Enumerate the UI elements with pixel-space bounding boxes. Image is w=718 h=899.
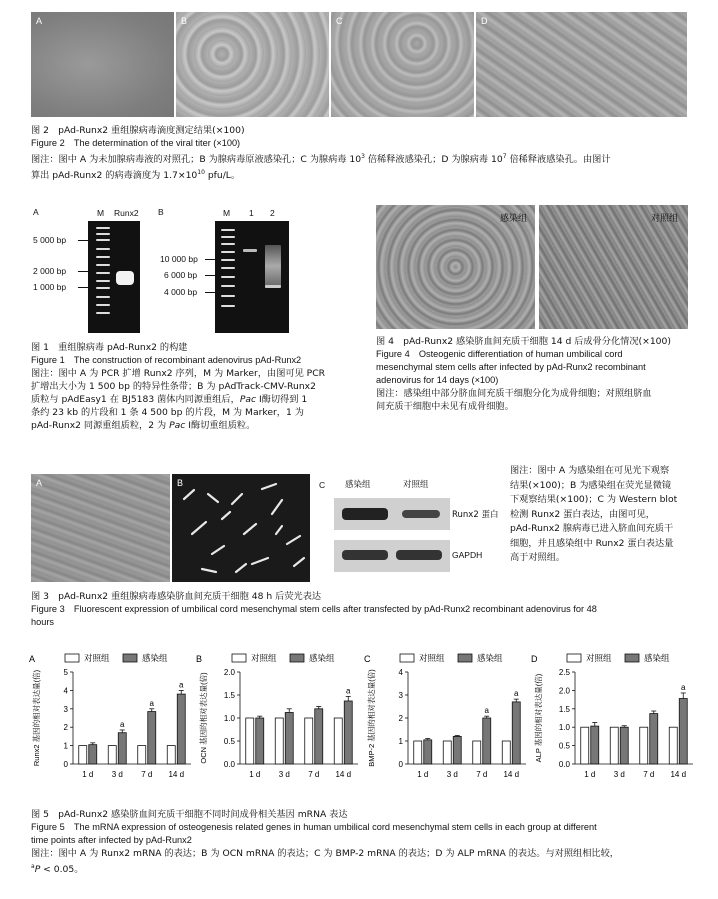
- y-tick-label: 5: [63, 668, 68, 677]
- bar-control: [669, 727, 677, 764]
- legend-swatch-infected: [290, 654, 304, 662]
- fig4-label-control: 对照组: [651, 214, 679, 224]
- fig1-marker-a-2000: 2 000 bp: [33, 266, 67, 276]
- bar-infected: [424, 740, 432, 764]
- fig4-note-l2: 间充质干细胞中未见有成骨细胞。: [376, 401, 514, 412]
- legend-label-control: 对照组: [586, 653, 612, 663]
- fig1-caption-en: Figure 1 The construction of recombinant adenovirus pAd-Runx2: [31, 355, 302, 365]
- fig2-panel-b: [176, 12, 329, 117]
- fig1-gel-a: [88, 221, 140, 333]
- fig3-caption-en-l1: Figure 3 Fluorescent expression of umbilical cord mesenchymal stem cells after transfected by pAd-Runx2 recombinant adenovirus for 48: [31, 604, 597, 614]
- fig4-caption-en-l1: Figure 4 Osteogenic differentiation of human umbilical cord: [376, 349, 623, 359]
- bar-control: [610, 727, 618, 764]
- fig1-lane-m-a: M: [97, 208, 105, 218]
- bar-control: [79, 746, 87, 764]
- bar-control: [640, 727, 648, 764]
- fig1-caption: [31, 341, 361, 432]
- fig5-chart-D: [531, 653, 693, 779]
- y-axis-label: OCN 基因的相对表达量(倍): [199, 672, 208, 764]
- fig1-lane-runx2: Runx2: [114, 208, 139, 218]
- fig1-marker-a-line-2: [78, 271, 88, 272]
- fig1-marker-a-line-1: [78, 240, 88, 241]
- legend-label-control: 对照组: [419, 653, 445, 663]
- bar-control: [502, 741, 510, 764]
- fig5-panel-label: B: [196, 654, 203, 664]
- fig3-wb-gapdh: GAPDH: [452, 550, 483, 560]
- x-tick-label: 3 d: [446, 770, 458, 779]
- legend-label-control: 对照组: [251, 653, 277, 663]
- fig5-chart-C: [364, 653, 526, 779]
- fig1-label-a: A: [33, 207, 39, 217]
- bar-control: [305, 718, 313, 764]
- x-tick-label: 7 d: [308, 770, 320, 779]
- fig1-label-b: B: [158, 207, 164, 217]
- y-tick-label: 0.0: [558, 760, 570, 769]
- x-tick-label: 3 d: [278, 770, 290, 779]
- legend-swatch-control: [232, 654, 246, 662]
- x-tick-label: 14 d: [168, 770, 185, 779]
- fig5-charts: [0, 650, 718, 800]
- y-tick-label: 3: [63, 704, 68, 714]
- y-tick-label: 0.5: [223, 737, 235, 746]
- fig3-label-a: A: [36, 478, 43, 488]
- fig1-marker-b-line-3: [205, 292, 215, 293]
- fig1-note-l2: 扩增出大小为 1 500 bp 的特异性条带；B 为 pAdTrack-CMV-Runx2: [31, 381, 316, 392]
- legend-label-infected: 感染组: [142, 653, 168, 663]
- fig3-caption-cn: 图 3 pAd-Runx2 重组腺病毒感染脐血间充质干细胞 48 h 后荧光表达: [31, 591, 322, 602]
- bar-infected: [679, 698, 687, 764]
- fig1-marker-a-line-3: [78, 287, 88, 288]
- legend-label-infected: 感染组: [477, 653, 503, 663]
- y-tick-label: 0: [398, 760, 403, 769]
- legend-label-control: 对照组: [84, 653, 110, 663]
- wb-runx2-strip: [334, 498, 450, 530]
- fig5-note-l1: 图注：图中 A 为 Runx2 mRNA 的表达；B 为 OCN mRNA 的表达；C 为 BMP-2 mRNA 的表达；D 为 ALP mRNA 的表达。与对照组相比较，: [31, 848, 619, 859]
- fig3-panel-b: [172, 474, 310, 582]
- fig3-side-note: 图注：图中 A 为感染组在可见光下观察 结果(×100)；B 为感染组在荧光显微镜 下观察结果(×100)；C 为 Western blot 检测 Runx2 蛋白表达，由图可见， pAd-Runx2 腺病毒已进入脐血间充质干 细胞，并且感染组中 Runx2 蛋白表达量 高于对照组。: [510, 465, 678, 563]
- y-tick-label: 1.5: [558, 704, 570, 714]
- wb-gapdh-strip: [334, 540, 450, 572]
- x-tick-label: 1 d: [417, 770, 429, 779]
- fig2-caption-en: Figure 2 The determination of the viral titer (×100): [31, 138, 241, 148]
- bar-control: [334, 718, 342, 764]
- y-tick-label: 0.0: [223, 760, 235, 769]
- x-tick-label: 3 d: [613, 770, 625, 779]
- y-tick-label: 1.0: [223, 714, 235, 723]
- fig2-label-b: B: [181, 16, 188, 26]
- legend-swatch-control: [400, 654, 414, 662]
- x-tick-label: 1 d: [82, 770, 94, 779]
- y-tick-label: 1: [63, 741, 68, 751]
- bar-infected: [344, 701, 352, 764]
- bar-control: [246, 718, 254, 764]
- legend-swatch-infected: [625, 654, 639, 662]
- legend-label-infected: 感染组: [309, 653, 335, 663]
- fig1-lane-m-b: M: [223, 208, 231, 218]
- legend-swatch-control: [65, 654, 79, 662]
- fig3-wb-infected: 感染组: [345, 480, 371, 490]
- fig2-caption: [31, 124, 691, 182]
- y-tick-label: 2.5: [558, 668, 570, 677]
- y-tick-label: 0: [63, 760, 68, 769]
- fig3-wb-control: 对照组: [403, 480, 429, 490]
- fig2-note: 图注：图中 A 为未加腺病毒液的对照孔；B 为腺病毒原液感染孔；C 为腺病毒 $10^3$ 倍稀释液感染孔；D 为腺病毒 $10^7$ 倍稀释液感染孔。由图计 算出 pAd-Runx2 的病毒滴度为 $1.7\times 10^{10}$ pfu/L。: [31, 153, 611, 182]
- bar-infected: [453, 736, 461, 764]
- fig2-panel-d: [476, 12, 687, 117]
- x-tick-label: 14 d: [503, 770, 520, 779]
- fig4-note-l1: 图注：感染组中部分脐血间充质干细胞分化为成骨细胞；对照组脐血: [376, 388, 652, 399]
- bar-control: [414, 741, 422, 764]
- bar-control: [443, 741, 451, 764]
- x-tick-label: 14 d: [670, 770, 687, 779]
- fig2-caption-cn: 图 2 pAd-Runx2 重组腺病毒滴度测定结果(×100): [31, 125, 245, 136]
- significance-label: a: [120, 719, 125, 729]
- fig5-caption-cn: 图 5 pAd-Runx2 感染脐血间充质干细胞不同时间成骨相关基因 mRNA 表达: [31, 809, 348, 820]
- y-tick-label: 3: [398, 691, 403, 700]
- fig3-caption-en-l2: hours: [31, 617, 54, 627]
- x-tick-label: 3 d: [111, 770, 123, 779]
- fig1-marker-b-4000: 4 000 bp: [164, 287, 198, 297]
- y-tick-label: 2.0: [223, 668, 235, 677]
- bar-infected: [512, 702, 520, 764]
- fig5-panel-label: D: [531, 654, 538, 664]
- y-tick-label: 2.0: [558, 686, 570, 696]
- bar-infected: [89, 745, 97, 764]
- fig3-label-c: C: [319, 480, 326, 490]
- significance-label: a: [514, 689, 519, 699]
- significance-label: a: [179, 680, 184, 690]
- significance-label: a: [346, 686, 351, 696]
- fig2-label-c: C: [336, 16, 343, 26]
- fig1-marker-a-5000: 5 000 bp: [33, 235, 67, 245]
- bar-control: [138, 746, 146, 764]
- fig1-caption-cn: 图 1 重组腺病毒 pAd-Runx2 的构建: [31, 342, 188, 353]
- x-tick-label: 7 d: [643, 770, 655, 779]
- bar-infected: [177, 694, 185, 764]
- x-tick-label: 1 d: [584, 770, 596, 779]
- fig3-panel-a: [31, 474, 170, 582]
- fig3-fluorescent-cells: [172, 474, 310, 582]
- bar-control: [275, 718, 283, 764]
- bar-control: [473, 741, 481, 764]
- y-tick-label: 1.0: [558, 723, 570, 733]
- bar-infected: [650, 714, 658, 764]
- bar-control: [167, 746, 175, 764]
- fig1-marker-b-line-2: [205, 275, 215, 276]
- fig1-marker-a-1000: 1 000 bp: [33, 282, 67, 292]
- bar-infected: [483, 718, 491, 764]
- x-tick-label: 7 d: [476, 770, 488, 779]
- y-tick-label: 0.5: [558, 741, 570, 751]
- x-tick-label: 1 d: [249, 770, 261, 779]
- fig2-panel-c: [331, 12, 474, 117]
- y-tick-label: 4: [398, 668, 403, 677]
- fig1-marker-b-10000: 10 000 bp: [160, 254, 198, 264]
- fig5-note-l2: $^a$P < 0.05。: [31, 863, 84, 876]
- bar-infected: [118, 733, 126, 764]
- fig3-western-blot: [334, 488, 450, 580]
- fig4-label-infected: 感染组: [500, 214, 528, 224]
- legend-swatch-control: [567, 654, 581, 662]
- legend-swatch-infected: [123, 654, 137, 662]
- legend-label-infected: 感染组: [644, 653, 670, 663]
- fig1-lane-2: 2: [270, 208, 275, 218]
- legend-swatch-infected: [458, 654, 472, 662]
- fig4-caption-en-l2: mesenchymal stem cells after infected by pAd-Runx2 recombinant: [376, 362, 646, 372]
- fig5-panel-label: A: [29, 654, 36, 664]
- bar-control: [108, 746, 116, 764]
- fig5-chart-A: [29, 653, 191, 779]
- fig3-wb-runx2: Runx2 蛋白: [452, 510, 499, 520]
- fig1-lane-1: 1: [249, 208, 254, 218]
- fig1-note-l3: 质粒与 pAdEasy1 在 BJ5183 菌体内同源重组后，Pac Ⅰ酶切得到 1: [31, 394, 308, 405]
- y-axis-label: ALP 基因的相对表达量(倍): [534, 673, 543, 763]
- fig2-label-a: A: [36, 16, 43, 26]
- significance-label: a: [149, 698, 154, 708]
- fig3-label-b: B: [177, 478, 184, 488]
- bar-infected: [591, 726, 599, 764]
- fig5-panel-label: C: [364, 654, 371, 664]
- x-tick-label: 7 d: [141, 770, 153, 779]
- y-axis-label: Runx2 基因的相对表达量(倍): [32, 669, 41, 767]
- x-tick-label: 14 d: [335, 770, 352, 779]
- fig1-marker-b-line-1: [205, 259, 215, 260]
- fig4-caption-cn: 图 4 pAd-Runx2 感染脐血间充质干细胞 14 d 后成骨分化情况(×100): [376, 336, 671, 347]
- y-tick-label: 4: [63, 686, 68, 696]
- bar-infected: [285, 712, 293, 764]
- fig4-caption: [376, 335, 706, 413]
- bar-infected: [148, 712, 156, 764]
- fig2-panel-a: [31, 12, 174, 117]
- fig1-gel-b: [215, 221, 289, 333]
- bar-infected: [620, 727, 628, 764]
- fig4-caption-en-l3: adenovirus for 14 days (×100): [376, 375, 499, 385]
- significance-label: a: [681, 682, 686, 692]
- significance-label: a: [484, 706, 489, 716]
- fig1-note-l5: pAd-Runx2 同源重组质粒，2 为 Pac Ⅰ酶切重组质粒。: [31, 420, 256, 431]
- y-tick-label: 2: [398, 714, 403, 723]
- bar-infected: [256, 718, 264, 764]
- y-tick-label: 1.5: [223, 691, 235, 700]
- y-axis-label: BMP-2 基因的相对表达量(倍): [367, 669, 376, 767]
- fig5-caption-en-l2: time points after infected by pAd-Runx2: [31, 835, 192, 845]
- fig5-chart-B: [196, 653, 358, 779]
- fig5-caption-en-l1: Figure 5 The mRNA expression of osteogenesis related genes in human umbilical cord mesenchymal stem cells in each group at different: [31, 822, 597, 832]
- fig3-caption: [31, 590, 711, 629]
- y-tick-label: 2: [63, 723, 68, 733]
- bar-control: [581, 727, 589, 764]
- fig1-note-l1: 图注：图中 A 为 PCR 扩增 Runx2 序列，M 为 Marker，由图可见 PCR: [31, 368, 326, 379]
- bar-infected: [315, 709, 323, 764]
- fig1-marker-b-6000: 6 000 bp: [164, 270, 198, 280]
- y-tick-label: 1: [398, 737, 403, 746]
- fig1-note-l4: 条约 23 kb 的片段和 1 条 4 500 bp 的片段，M 为 Marker，1 为: [31, 407, 304, 418]
- fig2-label-d: D: [481, 16, 488, 26]
- fig5-caption: [31, 808, 711, 876]
